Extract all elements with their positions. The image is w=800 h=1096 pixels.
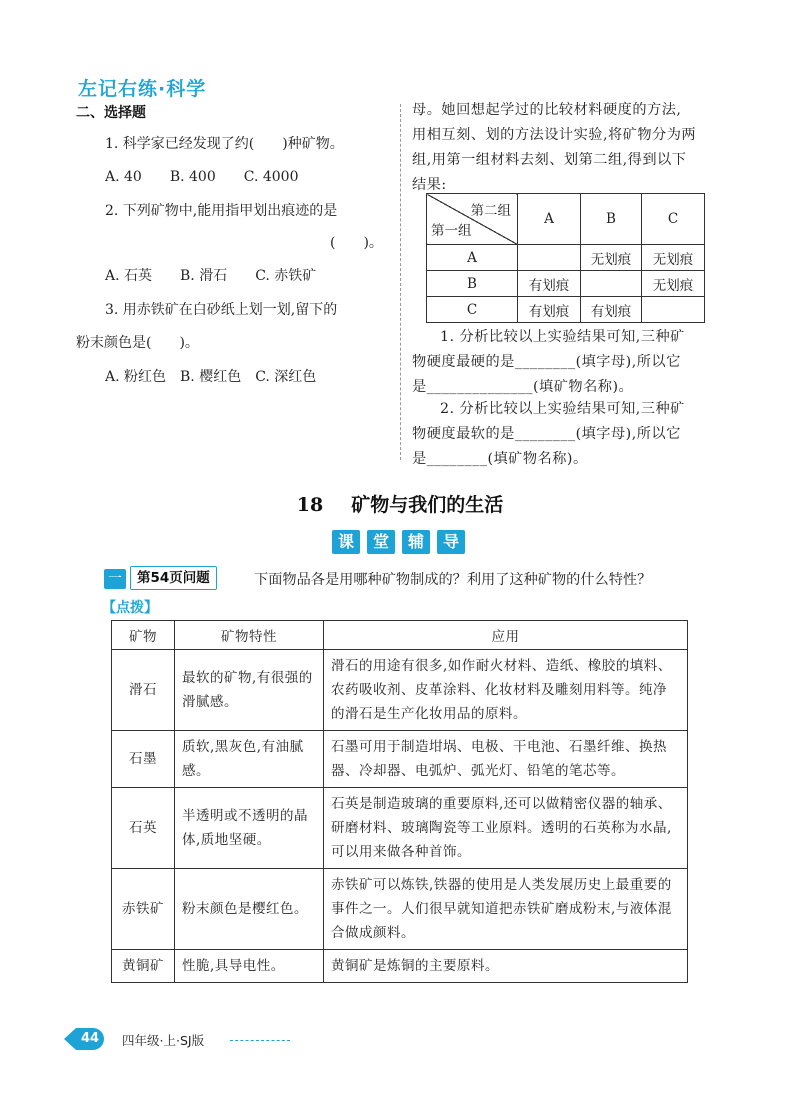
question-3-options: A. 粉红色 B. 樱红色 C. 深红色 — [105, 369, 317, 385]
mineral-property: 半透明或不透明的晶体,质地坚硬。 — [175, 788, 324, 869]
q2-line: 物硬度最软的是________(填字母),所以它 — [412, 426, 681, 442]
page-arrow-icon — [64, 1028, 76, 1050]
table-row — [112, 869, 688, 950]
col-header: A — [518, 194, 581, 245]
table-cell: 有划痕 — [518, 297, 581, 323]
brand-title: 左记右练·科学 — [78, 78, 207, 100]
problem-number-icon: 一 — [104, 569, 126, 589]
page-number: 44 — [76, 1028, 104, 1050]
question-1-options: A. 40 B. 400 C. 4000 — [105, 169, 299, 185]
intro-line: 用相互刻、划的方法设计实验,将矿物分为两 — [412, 127, 697, 143]
table-row — [112, 788, 688, 869]
table-cell: 无划痕 — [642, 245, 705, 271]
mineral-application: 石英是制造玻璃的重要原料,还可以做精密仪器的轴承、研磨材料、玻璃陶瓷等工业原料。透明的石英称为水晶,可以用来做各种首饰。 — [324, 788, 688, 869]
q2-line: 2. 分析比较以上实验结果可知,三种矿 — [440, 401, 685, 417]
chapter-name: 矿物与我们的生活 — [351, 494, 504, 516]
mineral-property: 粉末颜色是樱红色。 — [175, 869, 324, 950]
header-application: 应用 — [324, 621, 688, 650]
mineral-table — [111, 620, 688, 983]
mineral-application: 石墨可用于制造坩埚、电极、干电池、石墨纤维、换热器、冷却器、电弧炉、弧光灯、铅笔的笔芯等。 — [324, 731, 688, 788]
chapter-number: 18 — [296, 494, 324, 516]
question-2-blank: ( )。 — [330, 235, 383, 251]
question-3-stem-cont: 粉末颜色是( )。 — [76, 335, 199, 351]
mineral-name: 石英 — [112, 788, 175, 869]
mineral-application: 赤铁矿可以炼铁,铁器的使用是人类发展历史上最重要的事件之一。人们很早就知道把赤铁矿磨成粉末,与液体混合做成颜料。 — [324, 869, 688, 950]
mineral-name: 赤铁矿 — [112, 869, 175, 950]
table-row — [112, 950, 688, 983]
row-header: C — [427, 297, 518, 323]
intro-line: 组,用第一组材料去刻、划第二组,得到以下 — [412, 152, 687, 168]
q1-line: 1. 分析比较以上实验结果可知,三种矿 — [440, 329, 685, 345]
right-question-2 — [412, 397, 724, 472]
question-2-stem: 2. 下列矿物中,能用指甲划出痕迹的是 — [105, 203, 338, 219]
badge: 辅 — [402, 530, 430, 554]
problem-label: 第54页问题 — [130, 566, 217, 590]
question-1-stem: 1. 科学家已经发现了约( )种矿物。 — [105, 136, 344, 152]
mineral-property: 最软的矿物,有很强的滑腻感。 — [175, 650, 324, 731]
q1-line: 是______________(填矿物名称)。 — [412, 379, 634, 395]
table-cell: 无划痕 — [642, 271, 705, 297]
header-mineral: 矿物 — [112, 621, 175, 650]
col-header: B — [581, 194, 642, 245]
corner-top-label: 第二组 — [470, 203, 511, 219]
intro-line: 结果: — [412, 177, 447, 193]
mineral-property: 性脆,具导电性。 — [175, 950, 324, 983]
hint-label: 【点拨】 — [102, 600, 158, 616]
question-3-stem: 3. 用赤铁矿在白砂纸上划一划,留下的 — [105, 302, 338, 318]
table-cell: 有划痕 — [518, 271, 581, 297]
mineral-name: 滑石 — [112, 650, 175, 731]
hardness-table — [426, 193, 705, 323]
mineral-application: 黄铜矿是炼铜的主要原料。 — [324, 950, 688, 983]
footer-divider — [230, 1040, 290, 1041]
intro-line: 母。她回想起学过的比较材料硬度的方法, — [412, 102, 682, 118]
q2-line: 是________(填矿物名称)。 — [412, 451, 588, 467]
mineral-property: 质软,黑灰色,有油腻感。 — [175, 731, 324, 788]
badge: 课 — [332, 530, 360, 554]
corner-cell — [427, 194, 518, 245]
question-2-options: A. 石英 B. 滑石 C. 赤铁矿 — [105, 268, 317, 284]
mineral-name: 黄铜矿 — [112, 950, 175, 983]
column-divider — [400, 104, 401, 460]
grade-label: 四年级·上·SJ版 — [122, 1033, 205, 1048]
table-cell: 有划痕 — [581, 297, 642, 323]
q1-line: 物硬度最硬的是________(填字母),所以它 — [412, 354, 681, 370]
table-row — [112, 650, 688, 731]
header-property: 矿物特性 — [175, 621, 324, 650]
row-header: A — [427, 245, 518, 271]
table-cell: 无划痕 — [581, 245, 642, 271]
chapter-title — [0, 490, 800, 517]
table-cell — [642, 297, 705, 323]
badge: 导 — [437, 530, 465, 554]
section-heading: 二、选择题 — [76, 105, 146, 121]
row-header: B — [427, 271, 518, 297]
mineral-name: 石墨 — [112, 731, 175, 788]
table-cell — [581, 271, 642, 297]
problem-question: 下面物品各是用哪种矿物制成的？利用了这种矿物的什么特性？ — [254, 572, 652, 588]
section-badges — [332, 530, 465, 554]
badge: 堂 — [367, 530, 395, 554]
right-question-1 — [412, 325, 724, 400]
col-header: C — [642, 194, 705, 245]
table-cell — [518, 245, 581, 271]
table-row — [112, 731, 688, 788]
mineral-application: 滑石的用途有很多,如作耐火材料、造纸、橡胶的填料、农药吸收剂、皮革涂料、化妆材料及雕刻用料等。纯净的滑石是生产化妆用品的原料。 — [324, 650, 688, 731]
right-intro — [412, 98, 724, 198]
corner-bottom-label: 第一组 — [431, 223, 472, 239]
